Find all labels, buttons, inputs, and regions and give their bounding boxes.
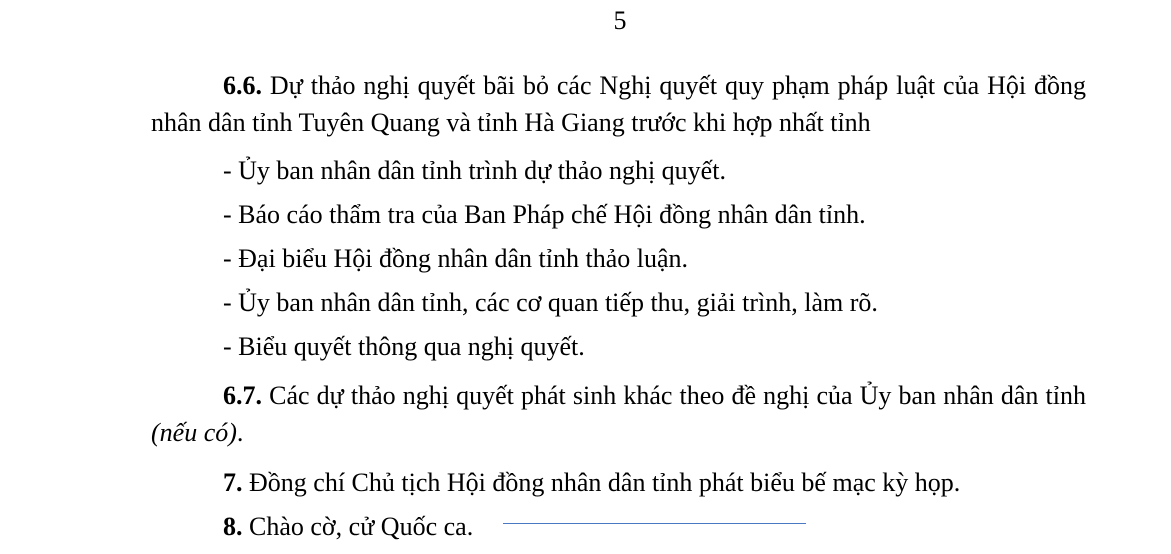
bullet-item-4: - Ủy ban nhân dân tỉnh, các cơ quan tiếp thu, giải trình, làm rõ. (223, 288, 878, 317)
section-7-number: 7. (223, 468, 243, 497)
section-6-7-number: 6.7. (223, 381, 262, 410)
bullet-item-3: - Đại biểu Hội đồng nhân dân tỉnh thảo luận. (223, 244, 689, 273)
section-6-7 (151, 377, 1086, 451)
document-body (151, 67, 1086, 549)
section-6-7-text: Các dự thảo nghị quyết phát sinh khác theo đề nghị của Ủy ban nhân dân tỉnh (262, 381, 1086, 410)
section-8 (151, 505, 1086, 549)
section-7 (151, 461, 1086, 505)
bullet-item-2: - Báo cáo thẩm tra của Ban Pháp chế Hội đồng nhân dân tỉnh. (223, 200, 866, 229)
bullet-item-5: - Biểu quyết thông qua nghị quyết. (223, 332, 585, 361)
section-6-6 (151, 67, 1086, 141)
bullet-item-1: - Ủy ban nhân dân tỉnh trình dự thảo nghị quyết. (223, 156, 726, 185)
section-6-6-number: 6.6. (223, 71, 262, 100)
section-6-6-text: Dự thảo nghị quyết bãi bỏ các Nghị quyết quy phạm pháp luật của Hội đồng nhân dân tỉnh Tuyên Quang và tỉnh Hà Giang trước khi hợp nhất tỉnh (151, 71, 1086, 137)
end-of-document-line (503, 523, 806, 524)
section-6-7-end: . (236, 418, 244, 447)
section-8-number: 8. (223, 512, 243, 541)
section-8-text: Chào cờ, cử Quốc ca. (242, 512, 474, 541)
section-7-text: Đồng chí Chủ tịch Hội đồng nhân dân tỉnh phát biểu bế mạc kỳ họp. (242, 468, 961, 497)
section-6-7-note: (nếu có) (151, 418, 237, 447)
page-number: 5 (613, 6, 627, 35)
